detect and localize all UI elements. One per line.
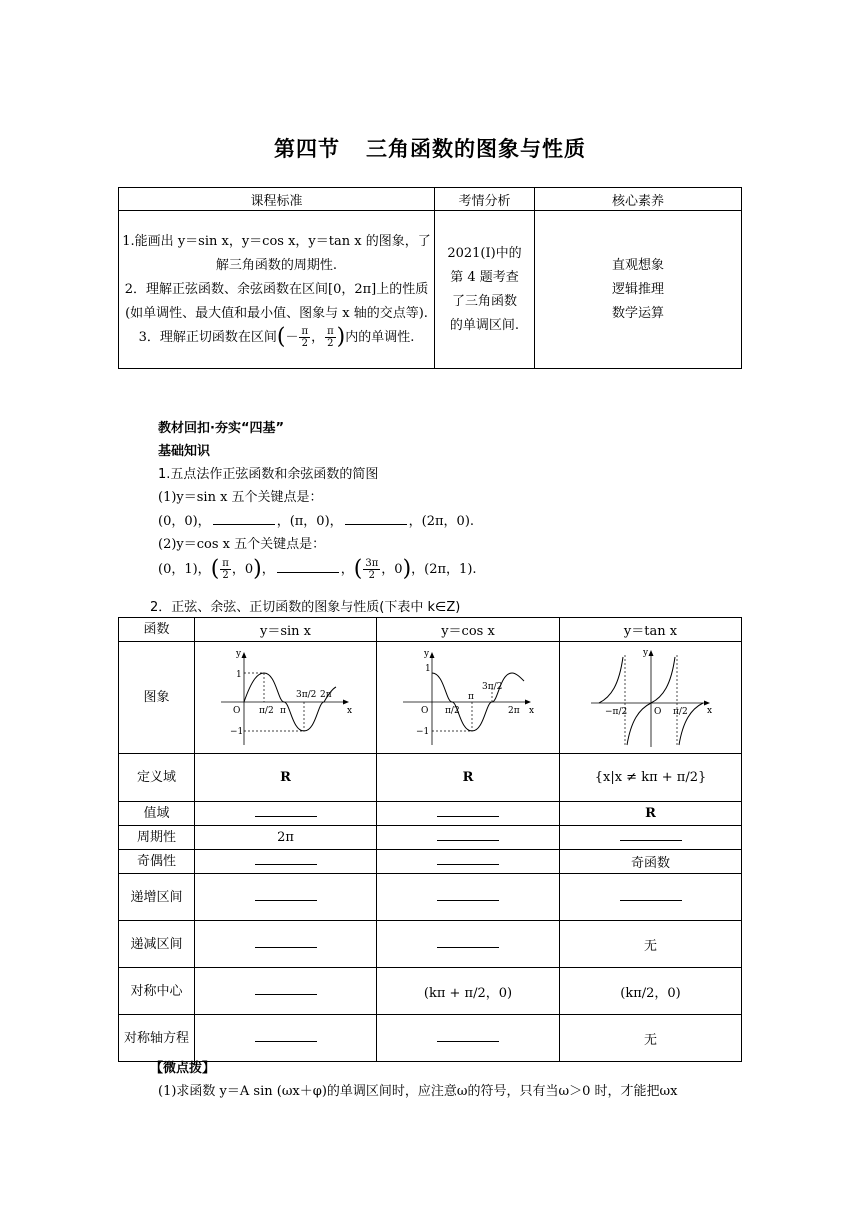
three-half-pi-label: 3π/2: [295, 689, 316, 700]
pi-label: π: [279, 705, 286, 716]
half-pi-label: π/2: [445, 705, 460, 716]
row-label-increasing: 递增区间: [119, 874, 195, 921]
one-label: 1: [235, 669, 242, 680]
blank: [437, 807, 499, 817]
page-title: [0, 133, 860, 163]
two-pi-label: 2π: [319, 689, 332, 700]
x-axis-label: x: [346, 705, 352, 716]
x-axis-label: x: [529, 705, 535, 716]
tan-parity: 奇函数: [560, 850, 742, 874]
literacy-3: 数学运算: [611, 305, 664, 321]
one-label: 1: [425, 663, 431, 674]
standard-1: 1.能画出 y＝sin x，y＝cos x，y＝tan x 的图象，了解三角函数的周期性.: [122, 233, 431, 273]
standard-3: 3．理解正切函数在区间(－ $\frac{\pi}{2}$ ， $\frac{\pi}{2}$ )内的单调性.: [138, 324, 415, 349]
y-axis-label: y: [642, 647, 648, 658]
row-label-parity: 奇偶性: [119, 850, 195, 874]
neg-one-label: −1: [229, 726, 243, 737]
literacy-2: 逻辑推理: [611, 281, 664, 297]
section-heading: 教材回扣·夯实“四基”: [158, 421, 285, 436]
blank: [255, 1032, 317, 1042]
tan-range: R: [560, 802, 742, 826]
pi-label: π: [468, 691, 474, 702]
cos-center: (kπ + π/2，0): [377, 968, 560, 1015]
row-label-decreasing: 递减区间: [119, 921, 195, 968]
row-label-center: 对称中心: [119, 968, 195, 1015]
tan-domain: {x|x ≠ kπ + π/2}: [560, 754, 742, 802]
header-analysis: 考情分析: [435, 188, 535, 211]
blank: [437, 1032, 499, 1042]
header-standards: 课程标准: [119, 188, 435, 211]
blank: [437, 938, 499, 948]
standards-table: [118, 187, 742, 369]
analysis-cell: 2021(Ⅰ)中的第 4 题考查了三角函数的单调区间.: [435, 211, 535, 369]
blank: [437, 891, 499, 901]
cos-graph: [398, 647, 538, 749]
cos-domain: R: [377, 754, 560, 802]
blank: [437, 855, 499, 865]
blank: [255, 807, 317, 817]
literacy-1: 直观想象: [611, 257, 664, 273]
row-label-range: 值域: [119, 802, 195, 826]
blank: [277, 561, 339, 573]
cos-points: (0，1)，( $\frac{\pi}{2}$ ，0)， ，( $\frac{3\pi}{2}$ ，0)，(2π，1).: [158, 556, 477, 582]
blank: [620, 831, 682, 841]
y-axis-label: y: [424, 648, 430, 659]
tan-decreasing: 无: [560, 921, 742, 968]
standard-2: 2．理解正弦函数、余弦函数在区间[0，2π]上的性质(如单调性、最大值和最小值、图象与 x 轴的交点等).: [124, 281, 429, 321]
tip-text: (1)求函数 y＝A sin (ωx＋φ)的单调区间时，应注意ω的符号，只有当ω＞0 时，才能把ωx: [158, 1084, 678, 1099]
section-number: 第四节: [274, 137, 340, 161]
basic-knowledge-heading: 基础知识: [158, 444, 211, 459]
cos-graph-cell: [377, 642, 560, 754]
y-axis-label: y: [235, 648, 241, 659]
x-axis-label: x: [706, 705, 712, 716]
two-pi-label: 2π: [508, 705, 520, 716]
cos-intro: (2)y＝cos x 五个关键点是：: [158, 537, 326, 552]
section-name: 三角函数的图象与性质: [366, 137, 586, 161]
header-function: 函数: [119, 618, 195, 642]
sin-domain: R: [195, 754, 377, 802]
header-literacy: 核心素养: [535, 188, 742, 211]
blank: [437, 831, 499, 841]
tan-graph: [581, 647, 721, 749]
header-cos: y＝cos x: [377, 618, 560, 642]
blank: [345, 513, 407, 525]
half-pi-label: π/2: [258, 705, 274, 716]
origin-label: O: [421, 705, 429, 716]
neg-one-label: −1: [416, 726, 430, 737]
properties-table: [118, 617, 742, 1062]
blank: [213, 513, 275, 525]
blank: [255, 855, 317, 865]
header-tan: y＝tan x: [560, 618, 742, 642]
half-pi-label: π/2: [672, 706, 688, 717]
row-label-period: 周期性: [119, 826, 195, 850]
blank: [255, 985, 317, 995]
origin-label: O: [232, 705, 240, 716]
neg-half-pi-fraction: $\frac{\pi}{2}$: [301, 325, 309, 349]
sin-intro: (1)y＝sin x 五个关键点是：: [158, 490, 323, 505]
literacy-cell: [535, 211, 742, 369]
three-half-pi-label: 3π/2: [482, 681, 503, 692]
blank: [620, 891, 682, 901]
row-label-domain: 定义域: [119, 754, 195, 802]
tip-heading: 【微点拨】: [150, 1061, 216, 1076]
sin-period: 2π: [195, 826, 377, 850]
header-sin: y＝sin x: [195, 618, 377, 642]
origin-label: O: [653, 706, 661, 717]
tan-center: (kπ/2，0): [560, 968, 742, 1015]
tan-graph-cell: [560, 642, 742, 754]
blank: [255, 938, 317, 948]
blank: [255, 891, 317, 901]
item1-title: 1.五点法作正弦函数和余弦函数的简图: [158, 467, 379, 482]
sin-points: (0，0)， ，(π，0)， ，(2π，0).: [158, 514, 475, 529]
item2-title: 2．正弦、余弦、正切函数的图象与性质(下表中 k∈Z): [150, 600, 461, 615]
neg-half-pi-label: −π/2: [604, 706, 627, 717]
row-label-graph: 图象: [119, 642, 195, 754]
half-pi-fraction: $\frac{\pi}{2}$: [327, 325, 334, 349]
row-label-axis: 对称轴方程: [119, 1015, 195, 1062]
standards-cell: [119, 211, 435, 369]
sin-graph-cell: [195, 642, 377, 754]
sin-graph: [216, 647, 356, 749]
tan-axis: 无: [560, 1015, 742, 1062]
